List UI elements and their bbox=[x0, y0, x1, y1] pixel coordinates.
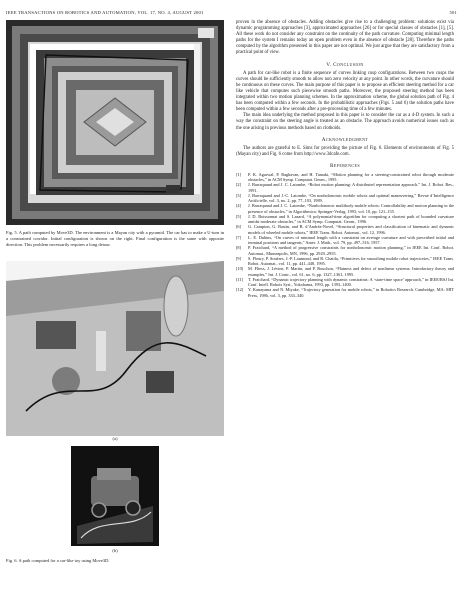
reference-item: [7] L. E. Dubins, “On curves of minimal length with a constraint on average curvature and with prescribed initial and terminal positions and tangents,” Amer. J. Math., vol. 79, pp. 497–516, 1957. bbox=[236, 234, 454, 246]
reference-item: [12] Y. Kanayama and N. Miyake, “Trajectory generation for mobile robots,” in Robotics Research. Cambridge, MA: MIT Press, 1986, vol. 3, pp. 333–340. bbox=[236, 287, 454, 298]
reference-item: [2] J. Barraquand and J. C. Latombe, “Robot motion planning: A distributed representation approach,” Int. J. Robot. Res., 1991. bbox=[236, 182, 454, 193]
fig5-mayan-city-image bbox=[6, 20, 224, 225]
paragraph-acknowledgment: The authors are grateful to E. Sims for providing the picture of Fig. 6. Elements of environments of Fig. 5 (Mayan city) and Fig. 6 come from http://www.3dcafe.com. bbox=[236, 145, 454, 157]
paragraph-conclusion-2: The main idea underlying the method proposed in this paper is to consider the car as a 4-D system. In such a way the constraint on the steering angle is treated as an obstacle. The approach avoids numerical issues such as the one arising in previous methods based on clothoids. bbox=[236, 113, 454, 131]
journal-title: IEEE TRANSACTIONS ON ROBOTICS AND AUTOMATION, VOL. 17, NO. 4, AUGUST 2001 bbox=[6, 10, 204, 15]
fig6b-label: (b) bbox=[112, 548, 118, 554]
fig6a-toy-scene-image bbox=[6, 261, 224, 436]
reference-item: [5] J. D. Boissonnat and S. Lazard, “A polynomial-time algorithm for computing a shortest path of bounded curvature amidst moderate obstacles,” in ACM Symp. Computat. Geom., 1996. bbox=[236, 213, 454, 225]
running-header bbox=[6, 10, 457, 15]
fig6b-toy-car-image bbox=[71, 446, 159, 546]
reference-item: [3] J. Barraquand and J.-C. Latombe, “On nonholonomic mobile robots and optimal maneuvering,” Revue d’Intelligence Artificielle, vol. 3, no. 2, pp. 77–103, 1989. bbox=[236, 192, 454, 204]
acknowledgment-heading: Acknowledgment bbox=[321, 136, 369, 143]
reference-item: [8] P. Fraichard, “A method of progressive constraints for nonholonomic motion planning,” in IEEE Int. Conf. Robot. Automat., Minneapolis, MN, 1996, pp. 2929–2955. bbox=[236, 245, 454, 256]
conclusion-heading: V. Conclusion bbox=[326, 61, 364, 68]
fig6-caption: Fig. 6. A path computed for a car-like toy using Move3D. bbox=[6, 557, 110, 563]
reference-item: [10] M. Fliess, J. Lévine, P. Martin, and P. Rouchon, “Flatness and defect of nonlinear systems: Introductory theory and examples,” Int. J. Contr., vol. 61, no. 6, pp. 1327–1361, 1995. bbox=[236, 266, 454, 277]
references-heading: References bbox=[330, 162, 360, 169]
reference-item: [11] T. Fraichard, “Dynamic trajectory planning with dynamic constraints: A ‘state-time space’ approach,” in IEEE/RSJ Int. Conf. Intell. Robots Syst., Yokohama, 1993, pp. 1393–1400. bbox=[236, 276, 454, 288]
reference-item: [6] G. Campion, G. Bastin, and B. d’Andréa-Novel, “Structural properties and classification of kinematic and dynamic models of wheeled mobile robots,” IEEE Trans. Robot. Automat., vol. 12, 1996. bbox=[236, 224, 454, 235]
reference-list bbox=[236, 172, 454, 298]
left-column bbox=[6, 20, 224, 563]
page-number: 501 bbox=[449, 10, 457, 15]
reference-item: [9] S. Fleury, P. Souères, J.-P. Laumond, and R. Chatila, “Primitives for smoothing mobile robot trajectories,” IEEE Trans. Robot. Automat., vol. 11, pp. 441–448, 1995. bbox=[236, 255, 454, 267]
reference-item: [1] P. K. Agarwal, P. Raghavan, and H. Tamaki, “Motion planning for a steering-constrained robot through moderate obstacles,” in ACM Symp. Computat. Geom., 1995. bbox=[236, 171, 454, 183]
fig6a-label: (a) bbox=[112, 436, 118, 442]
reference-item: [4] J. Barraquand and J. C. Latombe, “Nonholonomic multibody mobile robots: Controllability and motion planning in the presence of obstacles,” in Algorithmica: Springer-Verlag, 1993, vol. 10, pp. 121–155. bbox=[236, 203, 454, 214]
right-column bbox=[236, 20, 454, 298]
fig5-caption: Fig. 5. A path computed by Move3D. The environment is a Mayan city with a pyramid. The car has to make a U-turn in a constrained corridor. Initial configuration is shown on the right. Final configuration is the same with opposite direction. This problem necessarily requires a long detour. bbox=[6, 230, 224, 247]
paragraph-intro: proven in the absence of obstacles. Adding obstacles give rise to a challenging problem: solutions exist via dynamic programming approaches [3], approximated approaches [26] or for special classes of obstacles [1], [5]. All these work do not consider any constraint on the continuity of the path curvature. Computing minimal length paths for the system I remains today an open problem even in the absence of obstacle [28]. Therefore the paths computed by the algorithm presented in this paper are not optimal. We just argue that they are satisfactory from a practical point of view. bbox=[236, 20, 454, 56]
paragraph-conclusion-1: A path for car-like robot is a finite sequence of curves linking cusp configurations. Between two cusps the curves should be sufficiently smooth to allow non zero velocity at any point. In other words, the curvature should be continuous on these curves. The main purpose of this paper is to propose an efficient steering method for a car like vehicle that computes such piecewise smooth paths. Moreover, the proposed steering method has been integrated within two motion planning schemes. In the approximation scheme, the global solution path of Fig. 4 has been computed within a few seconds. In the probabilistic approaches (Figs. 5 and 6) the solution paths have been computed within a few seconds after a pre-processing time of a few minutes. bbox=[236, 70, 454, 113]
